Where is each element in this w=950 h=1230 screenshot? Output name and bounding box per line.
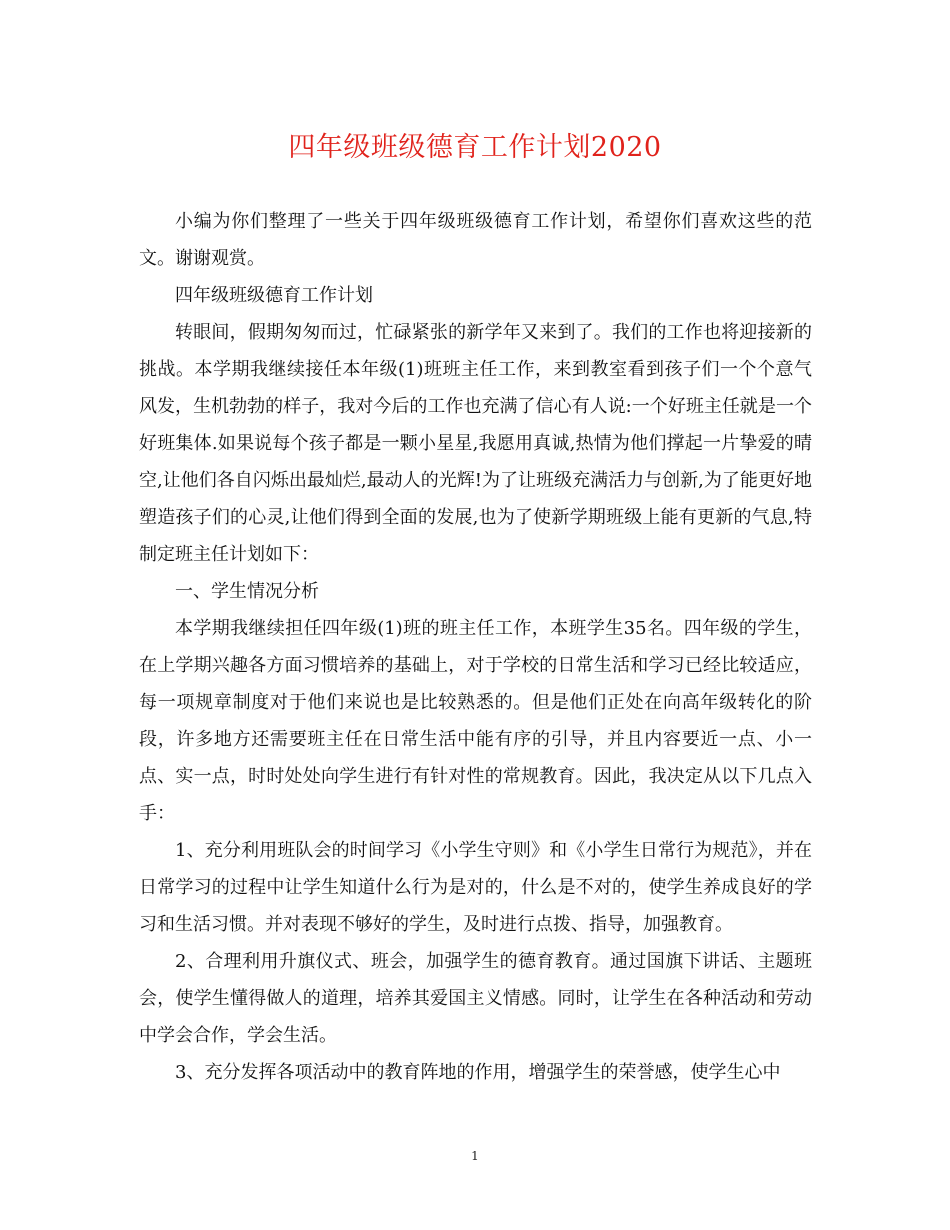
paragraph-point-3: 3、充分发挥各项活动中的教育阵地的作用，增强学生的荣誉感，使学生心中 xyxy=(175,1062,781,1083)
page-number: 1 xyxy=(471,1149,479,1163)
document-body xyxy=(139,203,812,1091)
paragraph-point-2: 2、合理利用升旗仪式、班会，加强学生的德育教育。通过国旗下讲话、主题班会，使学生懂得做人的道理，培养其爱国主义情感。同时，让学生在各种活动和劳动中学会合作，学会生活。 xyxy=(139,951,812,1046)
paragraph-intro: 小编为你们整理了一些关于四年级班级德育工作计划，希望你们喜欢这些的范文。谢谢观赏。 xyxy=(139,211,812,269)
section-heading-student-analysis: 一、学生情况分析 xyxy=(175,581,319,602)
page-title: 四年级班级德育工作计划2020 xyxy=(288,132,662,163)
paragraph-subtitle: 四年级班级德育工作计划 xyxy=(175,285,373,306)
paragraph-point-1: 1、充分利用班队会的时间学习《小学生守则》和《小学生日常行为规范》，并在日常学习的过程中让学生知道什么行为是对的，什么是不对的，使学生养成良好的学习和生活习惯。并对表现不够好的学生，及时进行点拨、指导，加强教育。 xyxy=(139,840,812,935)
paragraph-opening: 转眼间，假期匆匆而过，忙碌紧张的新学年又来到了。我们的工作也将迎接新的挑战。本学期我继续接任本年级(1)班班主任工作，来到教室看到孩子们一个个意气风发，生机勃勃的样子，我对今后的工作也充满了信心有人说:一个好班主任就是一个好班集体.如果说每个孩子都是一颗小星星,我愿用真诚,热情为他们撑起一片挚爱的晴空,让他们各自闪烁出最灿烂,最动人的光辉!为了让班级充满活力与创新,为了能更好地塑造孩子们的心灵,让他们得到全面的发展,也为了使新学期班级上能有更新的气息,特制定班主任计划如下： xyxy=(139,322,812,565)
paragraph-student-analysis: 本学期我继续担任四年级(1)班的班主任工作，本班学生35名。四年级的学生，在上学期兴趣各方面习惯培养的基础上，对于学校的日常生活和学习已经比较适应，每一项规章制度对于他们来说也是比较熟悉的。但是他们正处在向高年级转化的阶段，许多地方还需要班主任在日常生活中能有序的引导，并且内容要近一点、小一点、实一点，时时处处向学生进行有针对性的常规教育。因此，我决定从以下几点入手： xyxy=(139,618,812,824)
